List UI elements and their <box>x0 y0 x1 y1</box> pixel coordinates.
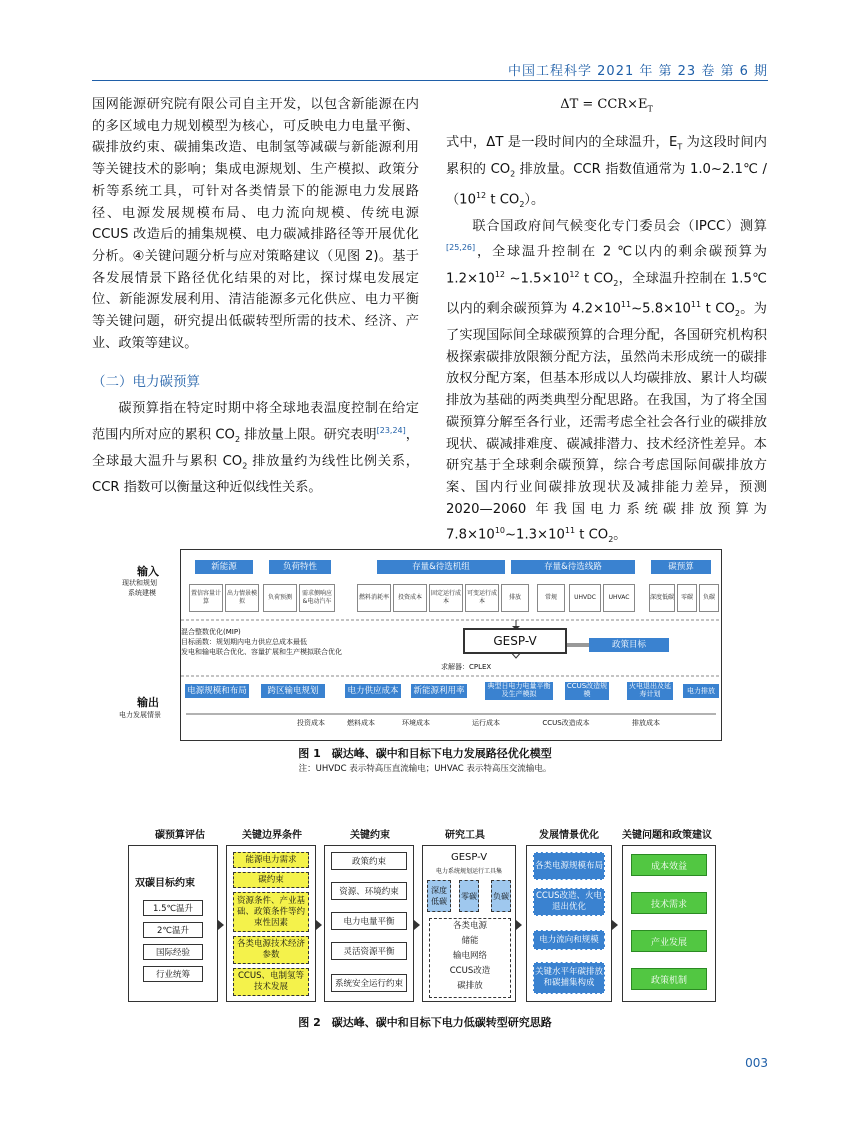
fig2-item: 关键水平年碳排放和碳捕集构成 <box>533 962 605 994</box>
input-item: 排放 <box>501 584 529 612</box>
tool-list-item: CCUS改造 <box>449 966 491 976</box>
fig2-tool-item: 深度低碳 <box>427 880 451 912</box>
fig2-item: CCUS、电制氢等技术发展 <box>233 968 309 996</box>
fig2-item: 资源条件、产业基础、政策条件等约束性因素 <box>233 892 309 932</box>
fig2-header: 碳预算评估 <box>155 830 205 841</box>
fig2-item: 成本效益 <box>631 854 707 876</box>
arrow-right-icon <box>414 920 420 930</box>
input-item: 固定运行成本 <box>429 584 463 612</box>
fig2-tool-item: 负碳 <box>491 880 511 912</box>
input-item: 常规 <box>537 584 565 612</box>
fig2-item: 产业发展 <box>631 930 707 952</box>
output-sublabel: 电力发展情景 <box>119 711 161 719</box>
fig2-column-constraints <box>324 845 414 1002</box>
fig2-column-policy <box>622 845 716 1002</box>
input-item: 投资成本 <box>393 584 427 612</box>
gesp-v-subtitle: 电力系统规划运行工具集 <box>435 868 502 875</box>
output-box: 电力排放 <box>683 684 719 698</box>
fig2-item: 1.5℃温升 <box>143 900 203 916</box>
fig2-item: 2℃温升 <box>143 922 203 938</box>
cost-label: 投资成本 <box>297 719 325 727</box>
input-category-box: 新能源 <box>195 560 253 574</box>
fig2-item: 各类电源技术经济参数 <box>233 936 309 964</box>
input-category-box: 负荷特性 <box>269 560 331 574</box>
output-box: CCUS改造规模 <box>566 682 608 698</box>
solver-label: 求解器：CPLEX <box>441 663 492 671</box>
fig2-item: 资源、环境约束 <box>331 882 407 900</box>
dual-carbon-title: 双碳目标约束 <box>135 878 195 889</box>
fig2-header: 关键边界条件 <box>242 830 302 841</box>
input-sublabel: 系统建模 <box>128 589 156 597</box>
figure-1-caption: 图 1 碳达峰、碳中和目标下电力发展路径优化模型 <box>298 747 552 760</box>
input-item: UHVDC <box>569 584 601 612</box>
fig2-item: 行业统筹 <box>143 966 203 982</box>
mip-objective: 目标函数：规划期内电力供应总成本最低 <box>181 638 307 646</box>
fig2-item: 各类电源规模布局 <box>533 852 605 880</box>
fig2-item: 政策约束 <box>331 852 407 870</box>
figure-1-note: 注：UHVDC 表示特高压直流输电；UHVAC 表示特高压交流输电。 <box>298 764 552 774</box>
paragraph: 碳预算指在特定时期中将全球地表温度控制在给定范围内所对应的累积 $CO_2$ 排放量上限。研究表明[23,24]，全球最大温升与累积 $CO_2$ 排放量约为线性比例关系，CCR 指数可以衡量这种近似线性关系。 <box>92 401 419 495</box>
page-number: 003 <box>745 1056 768 1070</box>
tool-list-item: 碳排放 <box>457 981 483 991</box>
cost-label: 环境成本 <box>402 719 430 727</box>
citation-link[interactable]: [23,24] <box>376 425 406 435</box>
gesp-v-title: GESP-V <box>450 852 488 863</box>
journal-info: 中国工程科学 2021 年 第 23 卷 第 6 期 <box>508 64 768 79</box>
cost-label: 运行成本 <box>472 719 500 727</box>
arrow-right-icon <box>218 920 224 930</box>
mip-title: 混合整数优化(MIP) <box>181 628 241 636</box>
tool-list-item: 储能 <box>461 936 479 946</box>
fig2-item: 系统安全运行约束 <box>331 974 407 992</box>
fig2-header: 关键约束 <box>350 830 390 841</box>
fig2-item: 碳约束 <box>233 872 309 888</box>
paragraph: 联合国政府间气候变化专门委员会（IPCC）测算[25,26]，全球温升控制在 2 ℃以内的剩余碳预算为 $1.2\times 10^{12}$ $\sim 1.5\times 10^{12}$ t $CO_2$，全球温升控制在 1.5℃以内的剩余碳预算为 $4.2\times 10^{11}\sim 5.8\times 10^{11}$ t $CO_2$。为了实现国际间全球碳预算的合理分配，各国研究机构积极探索碳排放限额分配方法，虽然尚未形成统一的碳排放权分配方案，但基本形成以人均碳排放、累计人均碳排放为基础的两类典型分配思路。在我国，为了将全国碳预算分解至各行业，还需考虑全社会各行业的碳排放现状、碳减排难度、碳减排潜力、技术经济性差异。本研究基于全球剩余碳预算，综合考虑国际间碳排放方案、国内行业间碳排放现状及减排能力差异，预测 2020—2060 年我国电力系统碳排放预算为 $7.8\times 10^{10}\sim 1.3\times 10^{11}$ t $CO_2$。 <box>446 218 767 545</box>
fig2-column-carbon-budget <box>128 845 218 1002</box>
fig2-tool-item: 零碳 <box>459 880 479 912</box>
arrow-right-icon <box>612 920 618 930</box>
fig2-item: 国际经验 <box>143 944 203 960</box>
fig2-column-tools <box>422 845 516 1002</box>
input-item: 可变运行成本 <box>465 584 499 612</box>
input-sublabel: 现状和规划 <box>122 579 157 587</box>
paragraph: 式中，ΔT 是一段时间内的全球温升，$E_T$ 为这段时间内累积的 $CO_2$ 排放量。CCR 指数值通常为 1.0~2.1℃ $/(10^{12}$ t $CO_2$）。 <box>446 135 767 210</box>
fig2-header: 研究工具 <box>445 830 485 841</box>
input-item: 深度低碳 <box>649 584 675 612</box>
tool-list-item: 各类电源 <box>452 921 487 931</box>
input-category-box: 存量&待选线路 <box>511 560 635 574</box>
citation-link[interactable]: [25,26] <box>446 243 476 253</box>
output-box: 跨区输电规划 <box>261 684 325 698</box>
tool-list-item: 输电网络 <box>452 951 487 961</box>
input-category-box: 碳预算 <box>651 560 711 574</box>
paragraph: 国网能源研究院有限公司自主开发，以包含新能源在内的多区域电力规划模型为核心，可反映电力电量平衡、碳排放约束、碳捕集改造、电制氢等减碳与新能源利用等关键技术的影响；集成电源规划、生产模拟、政策分析等系统工具，可针对各类情景下的能源电力发展路径、电源发展规模布局、电力流向规模、传统电源 CCUS 改造后的捕集规模、电力碳减排路径等开展优化分析。④关键问题分析与应对策略建议（见图 2)。基于各发展情景下路径优化结果的对比，探讨煤电发展定位、新能源发展利用、清洁能源多元化供应、电力平衡等关键问题，研究提出低碳转型所需的技术、经济、产业、政策等建议。 <box>92 97 419 351</box>
input-item: 零碳 <box>677 584 697 612</box>
fig2-item: 灵活资源平衡 <box>331 942 407 960</box>
input-category-box: 存量&待选机组 <box>377 560 505 574</box>
cost-label: CCUS改造成本 <box>542 719 590 727</box>
arrow-right-icon <box>516 920 522 930</box>
gesp-v-box: GESP-V <box>463 628 567 654</box>
policy-target-box: 政策目标 <box>589 638 669 652</box>
fig2-item: 电力电量平衡 <box>331 912 407 930</box>
output-label: 输出 <box>137 696 159 709</box>
input-item: 燃料消耗率 <box>357 584 391 612</box>
fig2-item: 政策机制 <box>631 968 707 990</box>
output-box: 电力供应成本 <box>345 684 401 698</box>
fig2-column-boundary <box>226 845 316 1002</box>
input-item: 负荷预测 <box>263 584 297 612</box>
section-title: （二）电力碳预算 <box>92 374 200 391</box>
input-item: 负碳 <box>699 584 719 612</box>
fig2-item: 技术需求 <box>631 892 707 914</box>
input-item: 需求侧响应&电动汽车 <box>299 584 335 612</box>
fig2-tool-list <box>429 918 511 998</box>
output-box: 火电退出及延寿计划 <box>629 682 671 698</box>
input-item: 出力情景模拟 <box>225 584 259 612</box>
fig2-item: CCUS改造、火电退出优化 <box>533 888 605 916</box>
output-box: 电源规模和布局 <box>185 684 249 698</box>
cost-label: 排放成本 <box>632 719 660 727</box>
fig2-header: 关键问题和政策建议 <box>622 830 712 841</box>
mip-desc: 发电和输电联合优化、容量扩展和生产模拟联合优化 <box>181 648 342 656</box>
figure-2-caption: 图 2 碳达峰、碳中和目标下电力低碳转型研究思路 <box>298 1016 552 1029</box>
input-item: 置信容量计算 <box>189 584 223 612</box>
fig2-column-scenario <box>526 845 612 1002</box>
output-box: 典型日电力电量平衡及生产模拟 <box>485 682 553 700</box>
fig2-item: 能源电力需求 <box>233 852 309 868</box>
input-label: 输入 <box>137 565 159 578</box>
formula: $\Delta T = CCR\times E_T$ <box>560 97 653 114</box>
output-box: 新能源利用率 <box>411 684 467 698</box>
fig2-header: 发展情景优化 <box>539 830 599 841</box>
input-item: UHVAC <box>603 584 635 612</box>
cost-label: 燃料成本 <box>347 719 375 727</box>
arrow-right-icon <box>316 920 322 930</box>
fig2-item: 电力流向和规模 <box>533 930 605 950</box>
